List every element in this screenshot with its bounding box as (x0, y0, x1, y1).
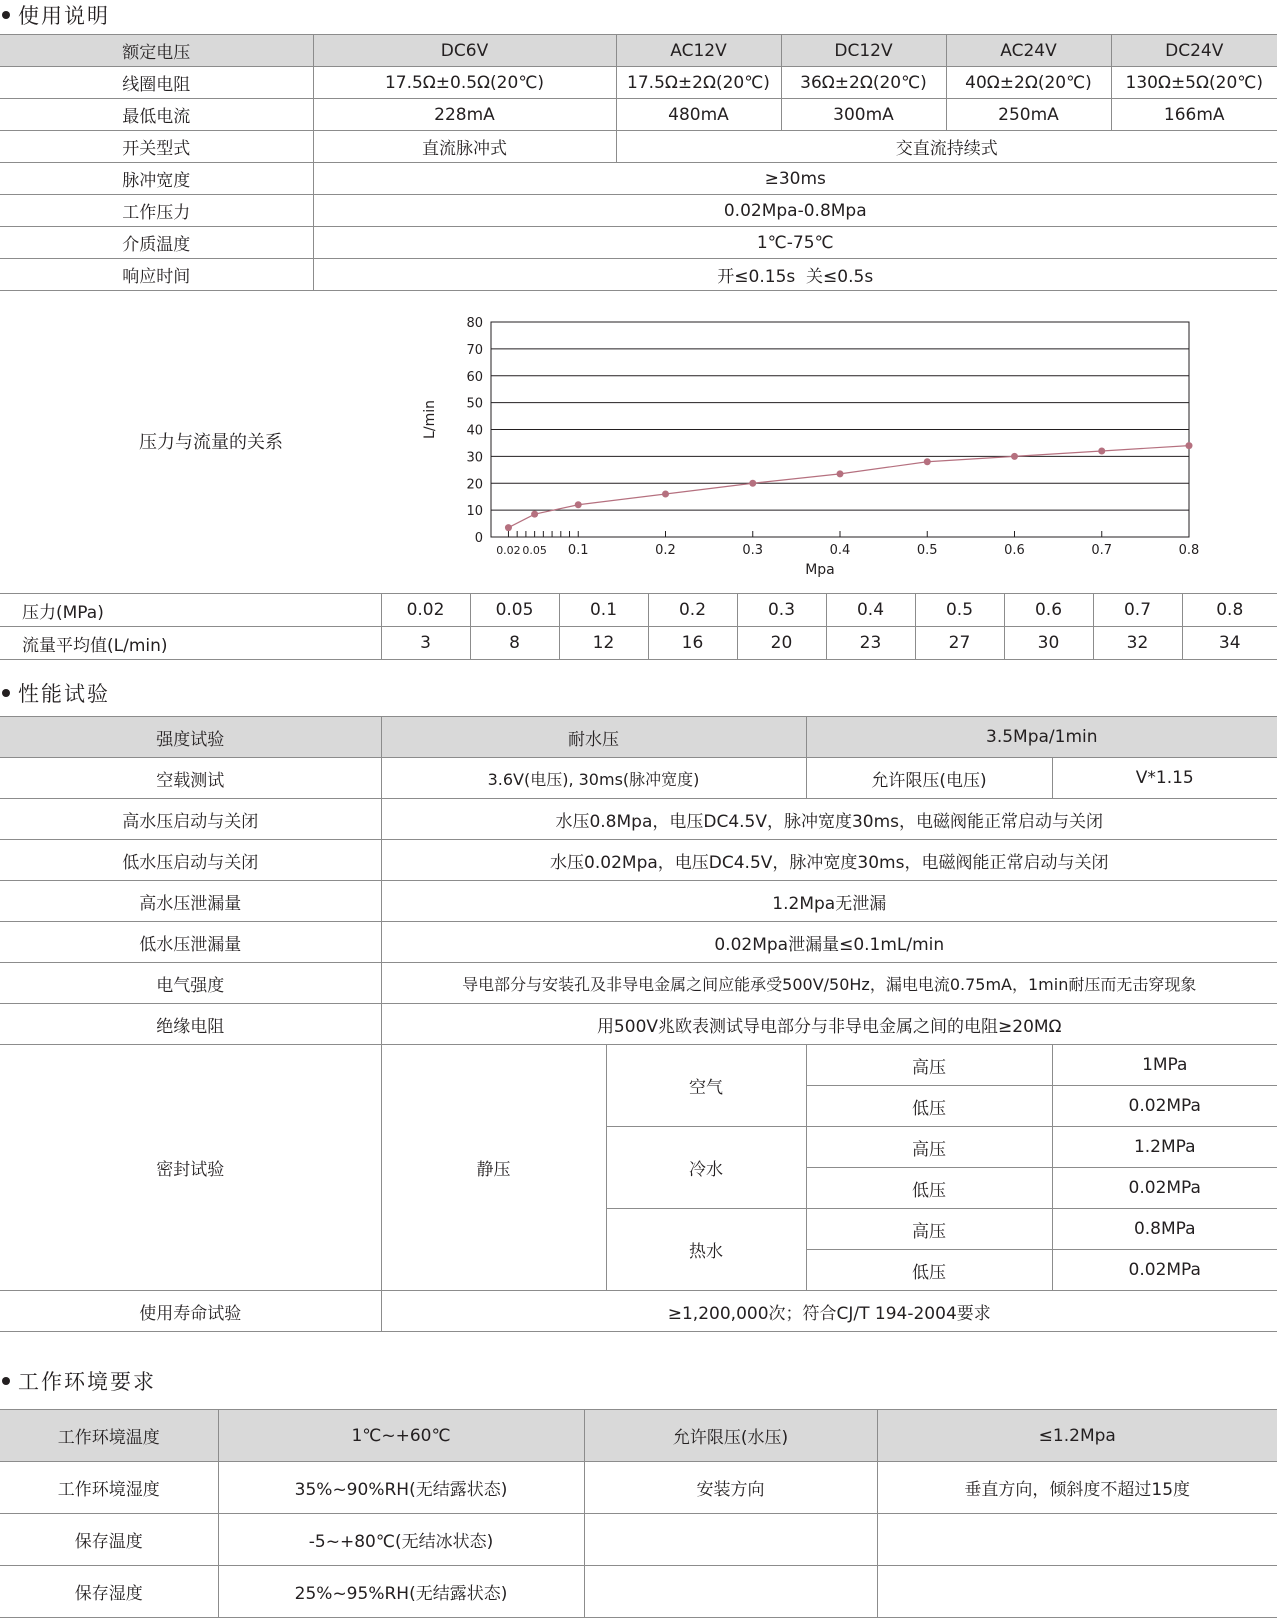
environment-table (0, 1409, 1277, 1618)
table-row (0, 1462, 1277, 1514)
table-row (0, 227, 1277, 259)
table-cell: 20 (737, 627, 826, 660)
table-cell: 3.5Mpa/1min (806, 717, 1277, 758)
x-axis-label: Mpa (805, 562, 835, 578)
table-cell: 0.8MPa (1052, 1209, 1277, 1250)
table-cell: 25%~95%RH(无结露状态) (218, 1566, 584, 1618)
table-cell: 电气强度 (0, 963, 381, 1004)
table-cell: ≤1.2Mpa (877, 1410, 1277, 1462)
table-cell: V*1.15 (1052, 758, 1277, 799)
data-point (531, 511, 538, 518)
table-row (0, 195, 1277, 227)
table-cell: 228mA (313, 99, 616, 131)
table-row (0, 1410, 1277, 1462)
spec-table (0, 34, 1277, 291)
y-tick-label: 20 (466, 477, 483, 493)
x-tick-label: 0.05 (522, 544, 547, 557)
table-cell: ≥30ms (313, 163, 1277, 195)
table-cell: 0.02Mpa泄漏量≤0.1mL/min (381, 922, 1277, 963)
table-cell: 3 (381, 627, 470, 660)
table-cell (584, 1566, 877, 1618)
table-cell: 冷水 (606, 1127, 806, 1209)
section-title-environment: 工作环境要求 (2, 1366, 156, 1396)
table-row (0, 627, 1277, 660)
table-cell: 12 (559, 627, 648, 660)
table-row (0, 758, 1277, 799)
y-axis-label: L/min (422, 400, 438, 439)
x-tick-label: 0.3 (742, 543, 764, 558)
table-row (0, 1514, 1277, 1566)
table-cell (877, 1566, 1277, 1618)
table-cell: 流量平均值(L/min) (0, 627, 381, 660)
table-cell: 介质温度 (0, 227, 313, 259)
table-cell: 垂直方向，倾斜度不超过15度 (877, 1462, 1277, 1514)
table-cell: 使用寿命试验 (0, 1291, 381, 1332)
table-cell: 0.8 (1182, 594, 1277, 627)
table-cell: 0.02MPa (1052, 1168, 1277, 1209)
x-tick-label: 0.8 (1178, 543, 1200, 558)
table-cell: 静压 (381, 1045, 606, 1291)
y-tick-label: 40 (466, 423, 483, 439)
table-cell: 130Ω±5Ω(20℃) (1111, 67, 1277, 99)
table-cell: 23 (826, 627, 915, 660)
table-cell: 最低电流 (0, 99, 313, 131)
table-cell: 允许限压(水压) (584, 1410, 877, 1462)
table-cell: 0.02MPa (1052, 1250, 1277, 1291)
table-row (0, 717, 1277, 758)
table-row (0, 99, 1277, 131)
table-cell: 工作环境温度 (0, 1410, 218, 1462)
table-cell: 高压 (806, 1045, 1052, 1086)
table-cell: 工作环境湿度 (0, 1462, 218, 1514)
table-cell: 1.2Mpa无泄漏 (381, 881, 1277, 922)
table-cell: 1.2MPa (1052, 1127, 1277, 1168)
table-cell: 0.3 (737, 594, 826, 627)
data-point (837, 470, 844, 477)
x-tick-label: 0.02 (496, 544, 521, 557)
table-cell: 高压 (806, 1127, 1052, 1168)
table-cell: 开≤0.15s 关≤0.5s (313, 259, 1277, 291)
table-cell: -5~+80℃(无结冰状态) (218, 1514, 584, 1566)
table-cell: 低压 (806, 1250, 1052, 1291)
table-cell: 线圈电阻 (0, 67, 313, 99)
bullet-icon (2, 11, 10, 19)
table-cell: 0.02MPa (1052, 1086, 1277, 1127)
table-row (0, 67, 1277, 99)
table-cell: 耐水压 (381, 717, 806, 758)
table-cell: 0.05 (470, 594, 559, 627)
x-tick-label: 0.7 (1091, 543, 1113, 558)
section-title-usage: 使用说明 (2, 0, 110, 30)
data-point (749, 480, 756, 487)
table-row (0, 259, 1277, 291)
table-cell: 低压 (806, 1086, 1052, 1127)
table-cell: 0.02 (381, 594, 470, 627)
table-row (0, 1045, 1277, 1086)
y-tick-label: 30 (466, 450, 483, 466)
data-point (924, 458, 931, 465)
table-cell: 34 (1182, 627, 1277, 660)
table-cell: 强度试验 (0, 717, 381, 758)
table-cell: 开关型式 (0, 131, 313, 163)
table-row (0, 963, 1277, 1004)
table-cell: DC6V (313, 35, 616, 67)
table-cell: 空载测试 (0, 758, 381, 799)
table-cell: 直流脉冲式 (313, 131, 616, 163)
table-row (0, 35, 1277, 67)
table-cell: 高压 (806, 1209, 1052, 1250)
table-cell: 水压0.8Mpa，电压DC4.5V，脉冲宽度30ms，电磁阀能正常启动与关闭 (381, 799, 1277, 840)
data-point (505, 524, 512, 531)
table-cell: 压力(MPa) (0, 594, 381, 627)
table-cell: 工作压力 (0, 195, 313, 227)
table-row (0, 922, 1277, 963)
table-cell: 安装方向 (584, 1462, 877, 1514)
table-cell: ≥1,200,000次；符合CJ/T 194-2004要求 (381, 1291, 1277, 1332)
table-cell: 0.02Mpa-0.8Mpa (313, 195, 1277, 227)
series-line (508, 446, 1189, 528)
data-point (1186, 442, 1193, 449)
x-tick-label: 0.1 (567, 543, 589, 558)
y-tick-label: 50 (466, 396, 483, 412)
table-cell: 17.5Ω±2Ω(20℃) (616, 67, 781, 99)
table-row (0, 163, 1277, 195)
table-row (0, 1004, 1277, 1045)
table-cell: 0.4 (826, 594, 915, 627)
table-cell: AC12V (616, 35, 781, 67)
table-cell: 允许限压(电压) (806, 758, 1052, 799)
x-tick-label: 0.4 (829, 543, 851, 558)
table-cell: 交直流持续式 (616, 131, 1277, 163)
y-tick-label: 80 (466, 316, 483, 331)
pressure-flow-chart (420, 310, 1220, 590)
table-row (0, 1566, 1277, 1618)
table-cell: DC12V (781, 35, 946, 67)
table-cell: 40Ω±2Ω(20℃) (946, 67, 1111, 99)
table-cell: 热水 (606, 1209, 806, 1291)
table-cell (584, 1514, 877, 1566)
table-row (0, 799, 1277, 840)
table-cell: 250mA (946, 99, 1111, 131)
y-tick-label: 70 (466, 342, 483, 358)
x-tick-label: 0.2 (655, 543, 676, 558)
table-cell: 保存温度 (0, 1514, 218, 1566)
data-point (1098, 448, 1105, 455)
table-cell (877, 1514, 1277, 1566)
table-cell: 脉冲宽度 (0, 163, 313, 195)
table-cell: 0.5 (915, 594, 1004, 627)
table-cell: 36Ω±2Ω(20℃) (781, 67, 946, 99)
table-row (0, 1291, 1277, 1332)
bullet-icon (2, 1377, 10, 1385)
table-cell: 低压 (806, 1168, 1052, 1209)
bullet-icon (2, 689, 10, 697)
table-cell: 166mA (1111, 99, 1277, 131)
table-cell: 高水压启动与关闭 (0, 799, 381, 840)
table-row (0, 594, 1277, 627)
table-cell: 水压0.02Mpa，电压DC4.5V，脉冲宽度30ms，电磁阀能正常启动与关闭 (381, 840, 1277, 881)
table-cell: 低水压泄漏量 (0, 922, 381, 963)
data-point (1011, 453, 1018, 460)
table-cell: 保存湿度 (0, 1566, 218, 1618)
table-cell: 空气 (606, 1045, 806, 1127)
x-tick-label: 0.6 (1004, 543, 1025, 558)
table-cell: 绝缘电阻 (0, 1004, 381, 1045)
section-title-performance: 性能试验 (2, 678, 110, 708)
table-cell: 1℃~+60℃ (218, 1410, 584, 1462)
table-cell: AC24V (946, 35, 1111, 67)
flow-table (0, 593, 1277, 660)
table-cell: 0.6 (1004, 594, 1093, 627)
table-cell: 0.2 (648, 594, 737, 627)
table-cell: 低水压启动与关闭 (0, 840, 381, 881)
table-cell: 密封试验 (0, 1045, 381, 1291)
table-cell: 1MPa (1052, 1045, 1277, 1086)
table-cell: 17.5Ω±0.5Ω(20℃) (313, 67, 616, 99)
table-cell: 35%~90%RH(无结露状态) (218, 1462, 584, 1514)
data-point (575, 501, 582, 508)
table-cell: 响应时间 (0, 259, 313, 291)
table-cell: 30 (1004, 627, 1093, 660)
table-row (0, 840, 1277, 881)
table-cell: 3.6V(电压), 30ms(脉冲宽度) (381, 758, 806, 799)
table-cell: 16 (648, 627, 737, 660)
table-cell: 高水压泄漏量 (0, 881, 381, 922)
table-cell: 用500V兆欧表测试导电部分与非导电金属之间的电阻≥20MΩ (381, 1004, 1277, 1045)
table-cell: DC24V (1111, 35, 1277, 67)
table-row (0, 881, 1277, 922)
table-cell: 1℃-75℃ (313, 227, 1277, 259)
table-cell: 27 (915, 627, 1004, 660)
y-tick-label: 10 (466, 504, 483, 520)
table-cell: 300mA (781, 99, 946, 131)
table-cell: 32 (1093, 627, 1182, 660)
table-cell: 8 (470, 627, 559, 660)
table-cell: 0.1 (559, 594, 648, 627)
data-point (662, 491, 669, 498)
y-tick-label: 60 (466, 369, 483, 385)
x-tick-label: 0.5 (916, 543, 938, 558)
table-cell: 导电部分与安装孔及非导电金属之间应能承受500V/50Hz，漏电电流0.75mA，1min耐压而无击穿现象 (381, 963, 1277, 1004)
table-cell: 480mA (616, 99, 781, 131)
chart-label: 压力与流量的关系 (139, 432, 283, 453)
performance-table (0, 716, 1277, 1332)
table-cell: 0.7 (1093, 594, 1182, 627)
table-row (0, 131, 1277, 163)
table-cell: 额定电压 (0, 35, 313, 67)
y-tick-label: 0 (474, 531, 483, 546)
